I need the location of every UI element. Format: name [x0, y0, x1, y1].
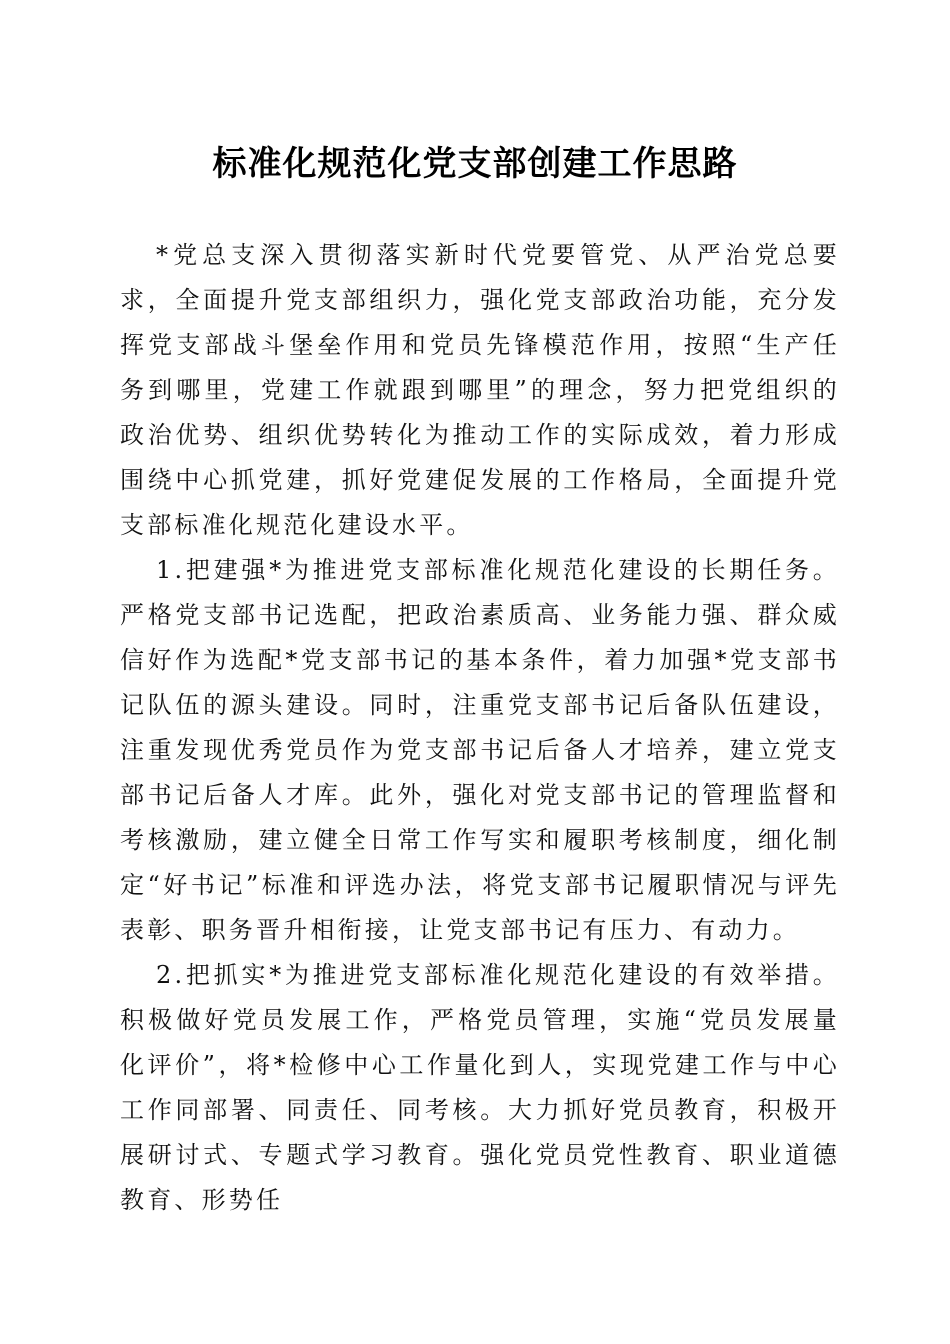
document-body [120, 233, 840, 1223]
paragraph-intro: *党总支深入贯彻落实新时代党要管党、从严治党总要求，全面提升党支部组织力，强化党支部政治功能，充分发挥党支部战斗堡垒作用和党员先锋模范作用，按照“生产任务到哪里，党建工作就跟到哪里”的理念，努力把党组织的政治优势、组织优势转化为推动工作的实际成效，着力形成围绕中心抓党建，抓好党建促发展的工作格局，全面提升党支部标准化规范化建设水平。 [120, 241, 840, 539]
document-title: 标准化规范化党支部创建工作思路 [212, 144, 738, 184]
paragraph-2: 2.把抓实*为推进党支部标准化规范化建设的有效举措。积极做好党员发展工作，严格党员管理，实施“党员发展量化评价”，将*检修中心工作量化到人，实现党建工作与中心工作同部署、同责任、同考核。大力抓好党员教育，积极开展研讨式、专题式学习教育。强化党员党性教育、职业道德教育、形势任 [120, 961, 840, 1214]
paragraph-1: 1.把建强*为推进党支部标准化规范化建设的长期任务。严格党支部书记选配，把政治素质高、业务能力强、群众威信好作为选配*党支部书记的基本条件，着力加强*党支部书记队伍的源头建设。同时，注重党支部书记后备队伍建设，注重发现优秀党员作为党支部书记后备人才培养，建立党支部书记后备人才库。此外，强化对党支部书记的管理监督和考核激励，建立健全日常工作写实和履职考核制度，细化制定“好书记”标准和评选办法，将党支部书记履职情况与评先表彰、职务晋升相衔接，让党支部书记有压力、有动力。 [120, 556, 840, 944]
